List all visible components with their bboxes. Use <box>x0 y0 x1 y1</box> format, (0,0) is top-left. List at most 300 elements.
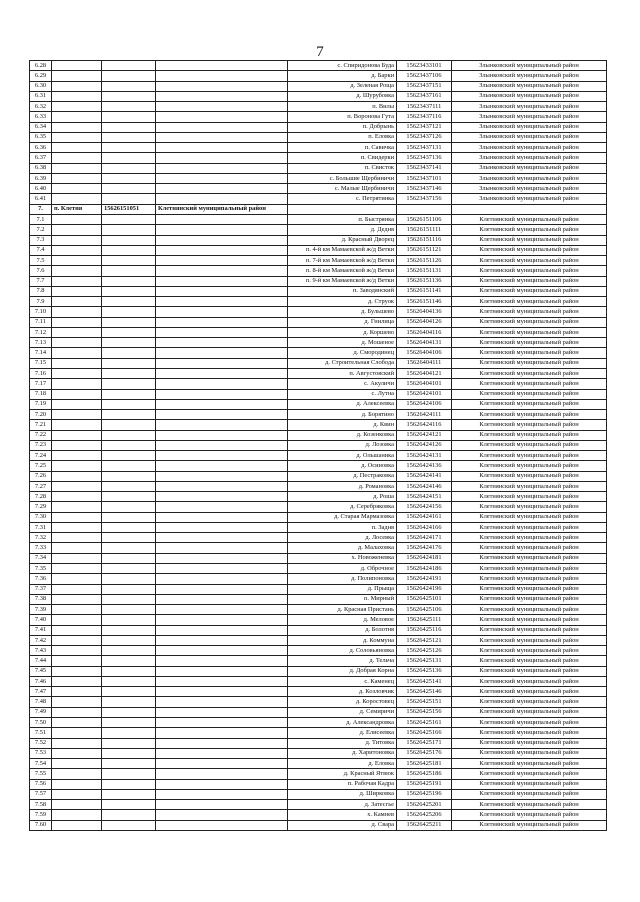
oktmo-code-cell: 15626404116 <box>397 327 452 337</box>
locality-cell: п. Заводянский <box>288 286 397 296</box>
table-row <box>30 245 607 255</box>
district-name-cell <box>156 102 288 112</box>
center-oktmo-cell <box>102 379 156 389</box>
oktmo-code-cell: 15626425191 <box>397 779 452 789</box>
center-settlement-cell <box>52 132 102 142</box>
oktmo-code-cell: 15626425111 <box>397 615 452 625</box>
row-number-cell: 7.49 <box>30 707 52 717</box>
row-number-cell: 7.13 <box>30 338 52 348</box>
center-oktmo-cell <box>102 810 156 820</box>
center-settlement-cell <box>52 687 102 697</box>
locality-cell: д. Елисеевка <box>288 728 397 738</box>
table-row <box>30 286 607 296</box>
center-oktmo-cell <box>102 553 156 563</box>
row-number-cell: 7.19 <box>30 399 52 409</box>
center-settlement-cell <box>52 122 102 132</box>
locality-cell: п. Августовский <box>288 368 397 378</box>
table-row <box>30 728 607 738</box>
municipal-district-cell: Клетнянский муниципальный район <box>452 820 607 830</box>
center-settlement-cell <box>52 368 102 378</box>
center-settlement-cell <box>52 286 102 296</box>
row-number-cell: 6.33 <box>30 112 52 122</box>
municipal-district-cell: Злынковский муниципальный район <box>452 132 607 142</box>
municipal-district-cell: Клетнянский муниципальный район <box>452 574 607 584</box>
municipal-district-cell: Злынковский муниципальный район <box>452 184 607 194</box>
row-number-cell: 7.4 <box>30 245 52 255</box>
municipal-district-cell: Клетнянский муниципальный район <box>452 553 607 563</box>
oktmo-code-cell: 15626404136 <box>397 307 452 317</box>
center-settlement-cell <box>52 533 102 543</box>
row-number-cell: 7.18 <box>30 389 52 399</box>
district-name-cell <box>156 399 288 409</box>
municipal-district-cell: Злынковский муниципальный район <box>452 194 607 204</box>
municipal-district-cell: Злынковский муниципальный район <box>452 91 607 101</box>
table-row <box>30 451 607 461</box>
district-name-cell <box>156 687 288 697</box>
table-row <box>30 266 607 276</box>
district-name-cell <box>156 358 288 368</box>
center-oktmo-cell <box>102 738 156 748</box>
district-name-cell <box>156 748 288 758</box>
oktmo-code-cell: 15626151141 <box>397 286 452 296</box>
municipal-district-cell: Клетнянский муниципальный район <box>452 297 607 307</box>
row-number-cell: 6.32 <box>30 102 52 112</box>
table-row <box>30 276 607 286</box>
row-number-cell: 7.38 <box>30 594 52 604</box>
center-oktmo-cell <box>102 338 156 348</box>
locality-cell: д. Меловое <box>288 615 397 625</box>
table-row <box>30 194 607 204</box>
locality-cell: с. Малые Щербиничи <box>288 184 397 194</box>
locality-cell: д. Борятино <box>288 410 397 420</box>
center-settlement-cell <box>52 256 102 266</box>
oktmo-code-cell: 15626151111 <box>397 225 452 235</box>
municipal-district-cell: Клетнянский муниципальный район <box>452 492 607 502</box>
municipal-district-cell: Клетнянский муниципальный район <box>452 615 607 625</box>
municipal-district-cell: Клетнянский муниципальный район <box>452 471 607 481</box>
locality-cell: д. Свара <box>288 820 397 830</box>
center-settlement-cell <box>52 348 102 358</box>
center-oktmo-cell <box>102 502 156 512</box>
district-name-cell <box>156 820 288 830</box>
oktmo-code-cell: 15626425136 <box>397 666 452 676</box>
table-row <box>30 769 607 779</box>
oktmo-code-cell: 15626424116 <box>397 420 452 430</box>
district-name-cell <box>156 635 288 645</box>
table-row <box>30 779 607 789</box>
table-row <box>30 184 607 194</box>
center-oktmo-cell <box>102 61 156 71</box>
district-name-cell <box>156 481 288 491</box>
municipal-district-cell: Клетнянский муниципальный район <box>452 584 607 594</box>
oktmo-code-cell: 15626424166 <box>397 522 452 532</box>
center-oktmo-cell <box>102 471 156 481</box>
center-settlement-cell <box>52 317 102 327</box>
municipal-district-cell: Клетнянский муниципальный район <box>452 738 607 748</box>
table-row <box>30 522 607 532</box>
row-number-cell: 7.23 <box>30 440 52 450</box>
center-oktmo-cell <box>102 410 156 420</box>
district-name-cell <box>156 718 288 728</box>
district-name-cell <box>156 605 288 615</box>
municipal-district-cell: Клетнянский муниципальный район <box>452 276 607 286</box>
center-oktmo-cell <box>102 153 156 163</box>
table-row <box>30 748 607 758</box>
locality-cell: д. Коршево <box>288 327 397 337</box>
table-row <box>30 71 607 81</box>
municipal-district-cell: Клетнянский муниципальный район <box>452 481 607 491</box>
locality-cell: д. Полипоновка <box>288 574 397 584</box>
center-settlement-cell <box>52 430 102 440</box>
municipal-district-cell: Клетнянский муниципальный район <box>452 533 607 543</box>
center-oktmo-cell <box>102 800 156 810</box>
district-name-cell <box>156 214 288 224</box>
row-number-cell: 7.34 <box>30 553 52 563</box>
center-settlement-cell <box>52 779 102 789</box>
row-number-cell: 6.38 <box>30 163 52 173</box>
center-settlement-cell <box>52 666 102 676</box>
row-number-cell: 6.40 <box>30 184 52 194</box>
table-row <box>30 810 607 820</box>
district-name-cell <box>156 338 288 348</box>
table-row <box>30 502 607 512</box>
district-name-cell <box>156 430 288 440</box>
municipal-district-cell: Клетнянский муниципальный район <box>452 451 607 461</box>
center-settlement-cell <box>52 399 102 409</box>
locality-cell: п. Быстрянка <box>288 214 397 224</box>
oktmo-code-cell: 15626425161 <box>397 718 452 728</box>
center-settlement-cell <box>52 553 102 563</box>
center-oktmo-cell <box>102 707 156 717</box>
row-number-cell: 7.59 <box>30 810 52 820</box>
center-oktmo-cell <box>102 748 156 758</box>
center-settlement-cell <box>52 625 102 635</box>
center-oktmo-cell <box>102 327 156 337</box>
locality-cell <box>288 204 397 214</box>
center-settlement-cell <box>52 492 102 502</box>
center-settlement-cell <box>52 584 102 594</box>
municipal-district-cell: Клетнянский муниципальный район <box>452 368 607 378</box>
locality-cell: д. Харитоновка <box>288 748 397 758</box>
locality-cell: с. Каменец <box>288 676 397 686</box>
district-name-cell <box>156 666 288 676</box>
district-name-cell <box>156 533 288 543</box>
oktmo-code-cell: 15626404101 <box>397 379 452 389</box>
center-settlement-cell <box>52 276 102 286</box>
district-name-cell <box>156 245 288 255</box>
district-name-cell <box>156 769 288 779</box>
table-row <box>30 533 607 543</box>
table-row <box>30 584 607 594</box>
oktmo-code-cell: 15626425101 <box>397 594 452 604</box>
row-number-cell: 7.3 <box>30 235 52 245</box>
center-oktmo-cell <box>102 461 156 471</box>
row-number-cell: 7.35 <box>30 564 52 574</box>
locality-cell: д. Коростовец <box>288 697 397 707</box>
center-oktmo-cell <box>102 430 156 440</box>
center-settlement-cell <box>52 214 102 224</box>
center-oktmo-cell <box>102 635 156 645</box>
oktmo-code-cell: 15626424186 <box>397 564 452 574</box>
district-name-cell <box>156 594 288 604</box>
municipal-district-cell: Клетнянский муниципальный район <box>452 769 607 779</box>
settlements-table <box>29 60 607 831</box>
oktmo-code-cell: 15626424141 <box>397 471 452 481</box>
center-oktmo-cell <box>102 522 156 532</box>
center-settlement-cell <box>52 194 102 204</box>
oktmo-code-cell: 15623437106 <box>397 71 452 81</box>
row-number-cell: 7.39 <box>30 605 52 615</box>
municipal-district-cell: Клетнянский муниципальный район <box>452 225 607 235</box>
center-settlement-cell <box>52 297 102 307</box>
table-row <box>30 635 607 645</box>
municipal-district-cell: Злынковский муниципальный район <box>452 122 607 132</box>
center-settlement-cell <box>52 245 102 255</box>
center-oktmo-cell <box>102 625 156 635</box>
center-settlement-cell <box>52 173 102 183</box>
district-name-cell <box>156 646 288 656</box>
district-name-cell <box>156 276 288 286</box>
municipal-district-cell: Клетнянский муниципальный район <box>452 235 607 245</box>
locality-cell: д. Добрая Корна <box>288 666 397 676</box>
locality-cell: д. Красная Пристань <box>288 605 397 615</box>
row-number-cell: 7. <box>30 204 52 214</box>
oktmo-code-cell: 15626425171 <box>397 738 452 748</box>
district-name-cell <box>156 379 288 389</box>
center-oktmo-cell <box>102 173 156 183</box>
district-name-cell <box>156 173 288 183</box>
center-settlement-cell <box>52 574 102 584</box>
row-number-cell: 7.20 <box>30 410 52 420</box>
municipal-district-cell: Клетнянский муниципальный район <box>452 307 607 317</box>
oktmo-code-cell: 15626404106 <box>397 348 452 358</box>
center-oktmo-cell <box>102 102 156 112</box>
district-name-cell <box>156 471 288 481</box>
center-settlement-cell <box>52 502 102 512</box>
municipal-district-cell: Клетнянский муниципальный район <box>452 430 607 440</box>
district-name-cell <box>156 194 288 204</box>
center-oktmo-cell <box>102 71 156 81</box>
center-settlement-cell <box>52 184 102 194</box>
table-row <box>30 399 607 409</box>
locality-cell: д. Дедня <box>288 225 397 235</box>
center-settlement-cell <box>52 512 102 522</box>
center-settlement-cell <box>52 615 102 625</box>
row-number-cell: 6.28 <box>30 61 52 71</box>
oktmo-code-cell: 15626425116 <box>397 625 452 635</box>
municipal-district-cell: Клетнянский муниципальный район <box>452 461 607 471</box>
row-number-cell: 7.6 <box>30 266 52 276</box>
district-name-cell <box>156 543 288 553</box>
locality-cell: п. 7-й км Мамаевской ж/д Ветки <box>288 256 397 266</box>
center-oktmo-cell <box>102 256 156 266</box>
center-settlement-cell <box>52 697 102 707</box>
row-number-cell: 7.5 <box>30 256 52 266</box>
locality-cell: с. Лутна <box>288 389 397 399</box>
center-settlement-cell <box>52 728 102 738</box>
locality-cell: х. Камнев <box>288 810 397 820</box>
locality-cell: д. Строительная Слобода <box>288 358 397 368</box>
municipal-district-cell: Клетнянский муниципальный район <box>452 522 607 532</box>
locality-cell: п. Свидерки <box>288 153 397 163</box>
center-settlement-cell <box>52 307 102 317</box>
center-oktmo-cell <box>102 779 156 789</box>
oktmo-code-cell: 15626425206 <box>397 810 452 820</box>
center-oktmo-cell <box>102 235 156 245</box>
row-number-cell: 7.47 <box>30 687 52 697</box>
municipal-district-cell: Клетнянский муниципальный район <box>452 410 607 420</box>
district-name-cell <box>156 153 288 163</box>
center-oktmo-cell <box>102 214 156 224</box>
district-name-cell <box>156 317 288 327</box>
district-name-cell <box>156 132 288 142</box>
locality-cell: д. Старая Мармазовка <box>288 512 397 522</box>
oktmo-code-cell: 15623437141 <box>397 163 452 173</box>
locality-cell: п. 4-й км Мамаевской ж/д Ветки <box>288 245 397 255</box>
table-row <box>30 379 607 389</box>
row-number-cell: 7.31 <box>30 522 52 532</box>
oktmo-code-cell: 15626425121 <box>397 635 452 645</box>
locality-cell: п. 8-й км Мамаевской ж/д Ветки <box>288 266 397 276</box>
locality-cell: д. Коммуна <box>288 635 397 645</box>
oktmo-code-cell: 15626424176 <box>397 543 452 553</box>
center-settlement-cell <box>52 676 102 686</box>
oktmo-code-cell: 15626151106 <box>397 214 452 224</box>
locality-cell: д. Семиричи <box>288 707 397 717</box>
table-row <box>30 471 607 481</box>
municipal-district-cell: Клетнянский муниципальный район <box>452 245 607 255</box>
center-oktmo-cell <box>102 81 156 91</box>
district-name-cell <box>156 71 288 81</box>
row-number-cell: 6.37 <box>30 153 52 163</box>
row-number-cell: 7.25 <box>30 461 52 471</box>
center-oktmo-cell <box>102 163 156 173</box>
municipal-district-cell: Клетнянский муниципальный район <box>452 440 607 450</box>
row-number-cell: 6.30 <box>30 81 52 91</box>
center-settlement-cell <box>52 225 102 235</box>
oktmo-code-cell: 15623437146 <box>397 184 452 194</box>
oktmo-code-cell: 15626425166 <box>397 728 452 738</box>
center-oktmo-cell <box>102 820 156 830</box>
center-oktmo-cell <box>102 112 156 122</box>
oktmo-code-cell: 15626424126 <box>397 440 452 450</box>
oktmo-code-cell: 15626425151 <box>397 697 452 707</box>
oktmo-code-cell: 15623437116 <box>397 112 452 122</box>
locality-cell: д. Козенковка <box>288 430 397 440</box>
oktmo-code-cell: 15626424131 <box>397 451 452 461</box>
center-oktmo-cell <box>102 194 156 204</box>
oktmo-code-cell: 15626425201 <box>397 800 452 810</box>
table-row <box>30 666 607 676</box>
district-name-cell <box>156 625 288 635</box>
row-number-cell: 7.11 <box>30 317 52 327</box>
locality-cell: п. Добрынь <box>288 122 397 132</box>
table-row <box>30 820 607 830</box>
center-oktmo-cell <box>102 481 156 491</box>
center-oktmo-cell <box>102 399 156 409</box>
center-oktmo-cell <box>102 266 156 276</box>
district-name-cell <box>156 553 288 563</box>
oktmo-code-cell: 15623437151 <box>397 81 452 91</box>
table-row <box>30 656 607 666</box>
center-settlement-cell <box>52 522 102 532</box>
locality-cell: п. Воронова Гута <box>288 112 397 122</box>
municipal-district-cell: Злынковский муниципальный район <box>452 163 607 173</box>
center-oktmo-cell <box>102 728 156 738</box>
center-settlement-cell <box>52 266 102 276</box>
district-name-cell <box>156 574 288 584</box>
district-name-cell <box>156 256 288 266</box>
center-oktmo-cell <box>102 420 156 430</box>
table-row <box>30 800 607 810</box>
district-name-cell <box>156 502 288 512</box>
locality-cell: д. Роша <box>288 492 397 502</box>
municipal-district-cell: Клетнянский муниципальный район <box>452 666 607 676</box>
center-settlement-cell <box>52 338 102 348</box>
table-row <box>30 697 607 707</box>
row-number-cell: 7.29 <box>30 502 52 512</box>
municipal-district-cell: Злынковский муниципальный район <box>452 102 607 112</box>
municipal-district-cell: Клетнянский муниципальный район <box>452 327 607 337</box>
locality-cell: д. Красный Ятвюк <box>288 769 397 779</box>
district-name-cell <box>156 327 288 337</box>
oktmo-code-cell: 15626425126 <box>397 646 452 656</box>
locality-cell: д. Гнилица <box>288 317 397 327</box>
center-settlement-cell <box>52 389 102 399</box>
municipal-district-cell: Клетнянский муниципальный район <box>452 789 607 799</box>
municipal-district-cell: Клетнянский муниципальный район <box>452 635 607 645</box>
municipal-district-cell: Клетнянский муниципальный район <box>452 728 607 738</box>
locality-cell: д. Серебряковка <box>288 502 397 512</box>
municipal-district-cell: Клетнянский муниципальный район <box>452 338 607 348</box>
oktmo-code-cell: 15626424181 <box>397 553 452 563</box>
municipal-district-cell: Клетнянский муниципальный район <box>452 800 607 810</box>
locality-cell: с. Петрятинка <box>288 194 397 204</box>
district-name-cell <box>156 728 288 738</box>
district-name-cell <box>156 163 288 173</box>
center-settlement-cell <box>52 451 102 461</box>
table-row <box>30 163 607 173</box>
row-number-cell: 7.58 <box>30 800 52 810</box>
district-name-cell <box>156 759 288 769</box>
oktmo-code-cell: 15623437121 <box>397 122 452 132</box>
table-row <box>30 594 607 604</box>
oktmo-code-cell: 15626424156 <box>397 502 452 512</box>
oktmo-code-cell: 15626424161 <box>397 512 452 522</box>
oktmo-code-cell: 15626424191 <box>397 574 452 584</box>
center-settlement-cell <box>52 810 102 820</box>
row-number-cell: 7.16 <box>30 368 52 378</box>
center-settlement-cell <box>52 461 102 471</box>
center-oktmo-cell <box>102 132 156 142</box>
municipal-district-cell: Клетнянский муниципальный район <box>452 759 607 769</box>
center-oktmo-cell <box>102 594 156 604</box>
center-settlement-cell <box>52 594 102 604</box>
center-oktmo-cell <box>102 91 156 101</box>
municipal-district-cell: Клетнянский муниципальный район <box>452 348 607 358</box>
district-name-cell <box>156 697 288 707</box>
row-number-cell: 7.54 <box>30 759 52 769</box>
oktmo-code-cell: 15626404121 <box>397 368 452 378</box>
locality-cell: д. Осиновка <box>288 461 397 471</box>
district-name-cell <box>156 451 288 461</box>
center-settlement-cell <box>52 789 102 799</box>
row-number-cell: 7.57 <box>30 789 52 799</box>
center-oktmo-cell <box>102 718 156 728</box>
oktmo-code-cell: 15626151116 <box>397 235 452 245</box>
center-settlement-cell <box>52 327 102 337</box>
locality-cell: д. Бульшево <box>288 307 397 317</box>
